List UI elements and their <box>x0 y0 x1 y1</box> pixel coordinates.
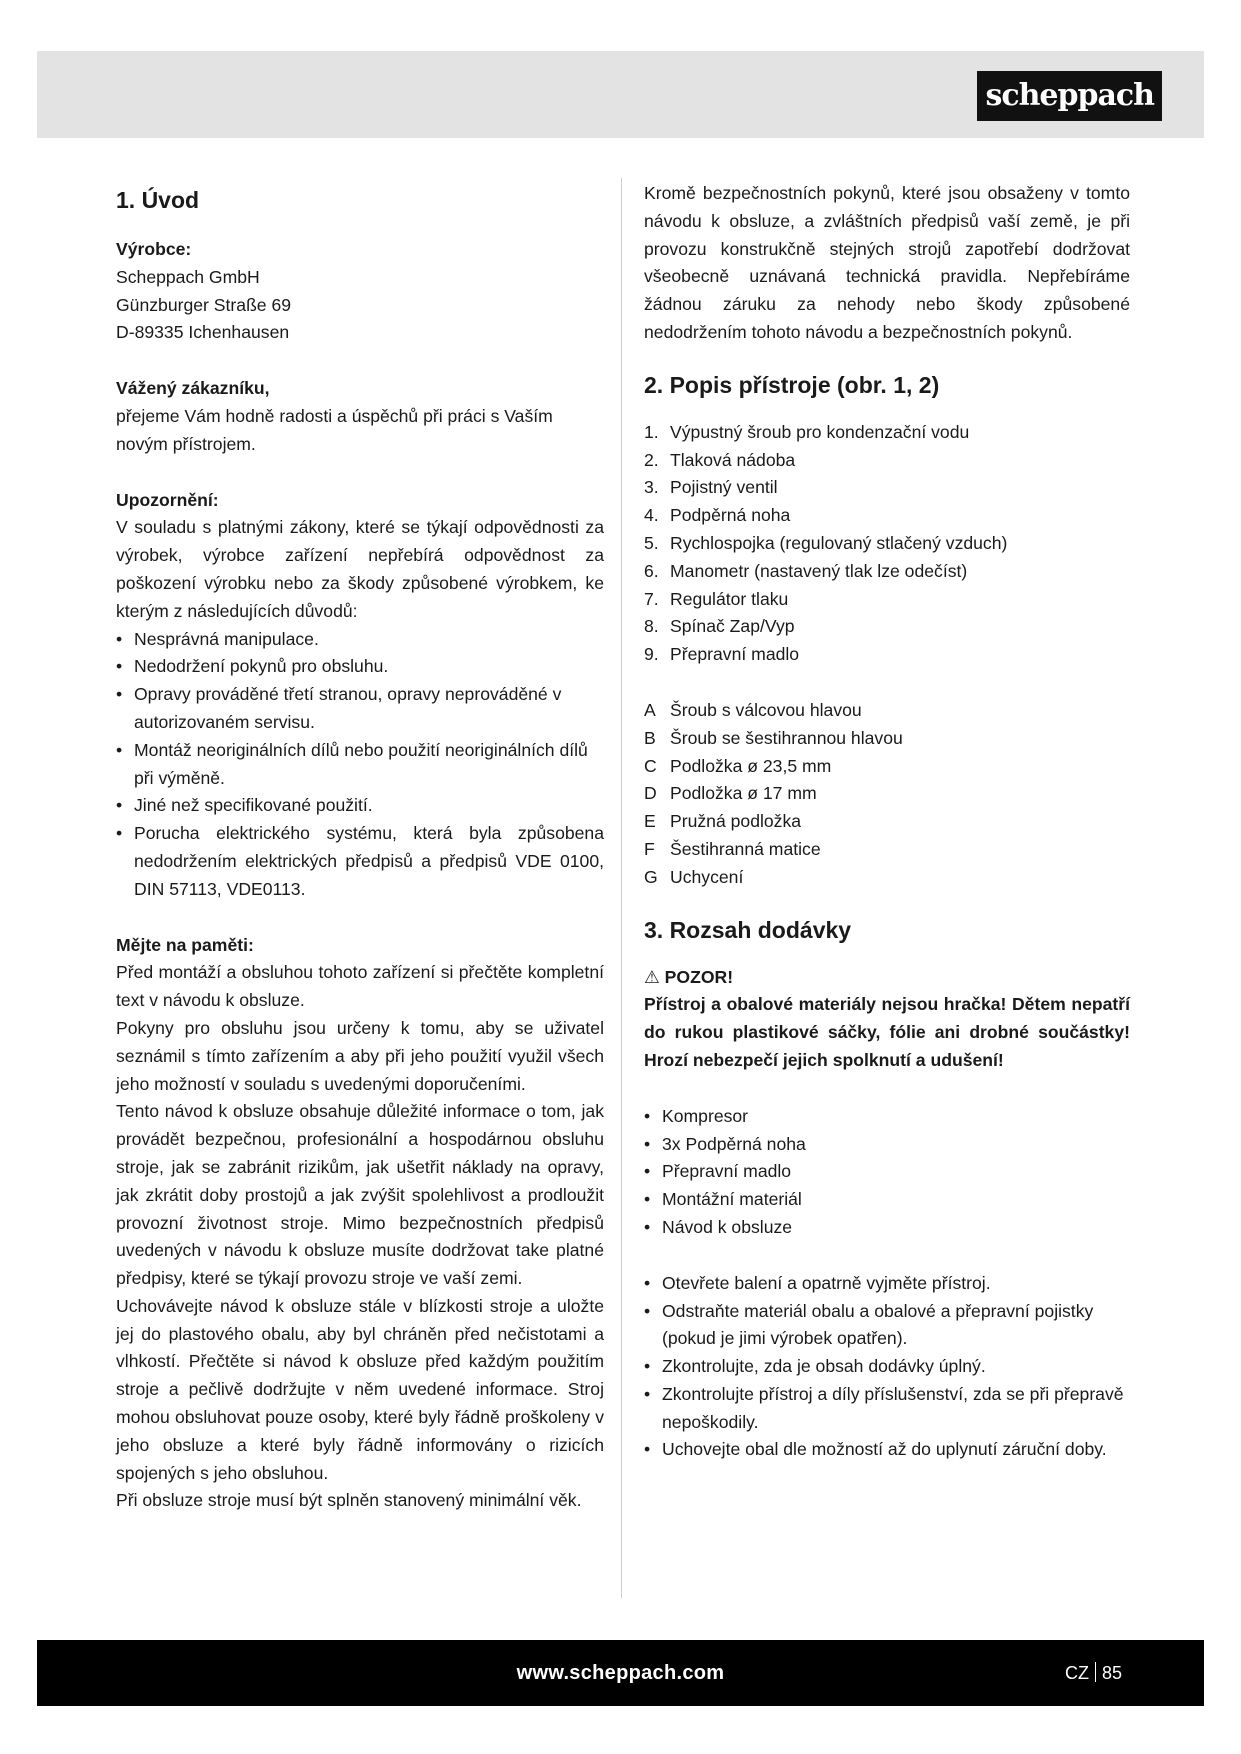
parts-list-numbered <box>644 419 1130 669</box>
item-marker: A <box>644 699 656 720</box>
list-item <box>644 780 1130 808</box>
footer-bar <box>37 1640 1204 1706</box>
list-item: • Uchovejte obal dle možností až do uplynutí záruční doby. <box>644 1436 1130 1464</box>
item-marker: 9. <box>644 644 659 665</box>
item-text: Regulátor tlaku <box>670 588 789 609</box>
list-item <box>644 753 1130 781</box>
brand-logo: scheppach <box>977 71 1162 121</box>
section-heading-description: 2. Popis přístroje (obr. 1, 2) <box>644 371 940 398</box>
item-text: Spínač Zap/Vyp <box>670 616 795 637</box>
notice-text: V souladu s platnými zákony, které se týkají odpovědnosti za výrobek, výrobce zařízení nepřebírá odpovědnost za poškození výrobku nebo za škody způsobené výrobkem, ke kterým z následujících důvodů: <box>116 517 604 621</box>
item-text: Tlaková nádoba <box>670 449 796 470</box>
list-item <box>644 502 1130 530</box>
manufacturer-address <box>116 264 604 347</box>
list-item: • Otevřete balení a opatrně vyjměte přístroj. <box>644 1270 1130 1298</box>
list-item: • Přepravní madlo <box>644 1158 1130 1186</box>
left-column <box>116 180 604 1515</box>
address-line: Günzburger Straße 69 <box>116 294 292 315</box>
list-item <box>644 697 1130 725</box>
item-marker: 5. <box>644 532 659 553</box>
item-marker: 6. <box>644 560 659 581</box>
notice-list <box>116 626 604 904</box>
page-indicator <box>1065 1640 1122 1706</box>
list-item: • Kompresor <box>644 1103 1130 1131</box>
list-item <box>644 836 1130 864</box>
item-marker: 2. <box>644 449 659 470</box>
page-number: 85 <box>1101 1663 1122 1683</box>
remember-paragraph: Pokyny pro obsluhu jsou určeny k tomu, aby se uživatel seznámil s tímto zařízením a aby při jeho použití využil všech jeho možností v souladu s uvedenými doporučeními. <box>116 1017 604 1094</box>
list-item: • Jiné než specifikované použití. <box>116 792 604 820</box>
item-text: Podložka ø 23,5 mm <box>670 755 832 776</box>
item-text: Šroub s válcovou hlavou <box>670 699 862 720</box>
right-column <box>644 180 1130 1464</box>
customer-text: přejeme Vám hodně radosti a úspěchů při práci s Vaším novým přístrojem. <box>116 405 553 454</box>
item-marker: 7. <box>644 588 659 609</box>
customer-label: Vážený zákazníku, <box>116 378 270 399</box>
remember-paragraph: Při obsluze stroje musí být splněn stanovený minimální věk. <box>116 1490 582 1511</box>
safety-intro-text: Kromě bezpečnostních pokynů, které jsou obsaženy v tomto návodu k obsluze, a zvláštních předpisů vaší země, je při provozu konstrukčně stejných strojů zapotřebí dodržovat všeobecně uznávaná technická pravidla. Nepřebíráme žádnou záruku za nehody nebo škody způsobené nedodržením tohoto návodu a bezpečnostních pokynů. <box>644 183 1130 342</box>
item-text: Pojistný ventil <box>670 477 778 498</box>
item-text: Podpěrná noha <box>670 505 791 526</box>
unpacking-list <box>644 1270 1130 1465</box>
list-item: • Odstraňte materiál obalu a obalové a přepravní pojistky (pokud je jimi výrobek opatřen). <box>644 1298 1130 1354</box>
item-text: Uchycení <box>670 866 744 887</box>
warning-title: ⚠ POZOR! <box>644 966 734 987</box>
item-text: Podložka ø 17 mm <box>670 783 817 804</box>
header-band <box>37 51 1204 138</box>
item-text: Šroub se šestihrannou hlavou <box>670 727 903 748</box>
item-marker: 3. <box>644 477 659 498</box>
language-code: CZ <box>1064 1663 1089 1683</box>
list-item: • Zkontrolujte přístroj a díly příslušenství, zda se při přepravě nepoškodily. <box>644 1381 1130 1437</box>
item-text: Přepravní madlo <box>670 644 800 665</box>
item-marker: B <box>644 727 656 748</box>
list-item <box>644 613 1130 641</box>
column-divider <box>621 178 622 1598</box>
list-item: • Nedodržení pokynů pro obsluhu. <box>116 653 604 681</box>
list-item: • Návod k obsluze <box>644 1214 1130 1242</box>
list-item <box>644 864 1130 892</box>
list-item <box>644 808 1130 836</box>
item-text: Pružná podložka <box>670 811 802 832</box>
item-text: Manometr (nastavený tlak lze odečíst) <box>670 560 968 581</box>
item-marker: 8. <box>644 616 659 637</box>
remember-label: Mějte na paměti: <box>116 934 254 955</box>
list-item: • Opravy prováděné třetí stranou, opravy neprováděné v autorizovaném servisu. <box>116 681 604 737</box>
list-item: • Zkontrolujte, zda je obsah dodávky úplný. <box>644 1353 1130 1381</box>
website-link[interactable]: www.scheppach.com <box>516 1662 725 1684</box>
list-item <box>644 530 1130 558</box>
item-marker: G <box>644 866 658 887</box>
item-marker: E <box>644 811 656 832</box>
list-item <box>644 641 1130 669</box>
list-item <box>644 474 1130 502</box>
list-item: • 3x Podpěrná noha <box>644 1131 1130 1159</box>
remember-paragraph: Uchovávejte návod k obsluze stále v blízkosti stroje a uložte jej do plastového obalu, aby byl chráněn před nečistotami a vlhkostí. Přečtěte si návod k obsluze před každým použitím stroje a pečlivě dodržujte v něm uvedené informace. Stroj mohou obsluhovat pouze osoby, které byly řádně proškoleny v jeho obsluze a které byly řádně informovány o rizicích spojených s jeho obsluhou. <box>116 1295 604 1483</box>
notice-label: Upozornění: <box>116 489 219 510</box>
list-item: • Porucha elektrického systému, která byla způsobena nedodržením elektrických předpisů a předpisů VDE 0100, DIN 57113, VDE0113. <box>116 820 604 903</box>
address-line: Scheppach GmbH <box>116 266 260 287</box>
item-marker: C <box>644 755 657 776</box>
item-marker: D <box>644 783 657 804</box>
item-marker: F <box>644 838 655 859</box>
separator <box>1095 1662 1096 1682</box>
item-marker: 1. <box>644 421 659 442</box>
delivery-list <box>644 1103 1130 1242</box>
address-line: D-89335 Ichenhausen <box>116 322 290 343</box>
list-item: • Montáž neoriginálních dílů nebo použití neoriginálních dílů při výměně. <box>116 737 604 793</box>
list-item <box>644 725 1130 753</box>
item-text: Šestihranná matice <box>670 838 821 859</box>
parts-list-lettered <box>644 697 1130 892</box>
section-heading-delivery: 3. Rozsah dodávky <box>644 916 852 943</box>
list-item <box>644 447 1130 475</box>
list-item <box>644 558 1130 586</box>
list-item: • Montážní materiál <box>644 1186 1130 1214</box>
manufacturer-label: Výrobce: <box>116 239 192 259</box>
list-item <box>644 586 1130 614</box>
list-item: • Nesprávná manipulace. <box>116 626 604 654</box>
item-marker: 4. <box>644 505 659 526</box>
list-item <box>644 419 1130 447</box>
remember-paragraph: Tento návod k obsluze obsahuje důležité informace o tom, jak provádět bezpečnou, profesionální a hospodárnou obsluhu stroje, jak se zabránit rizikům, jak ušetřit náklady na opravy, jak zkrátit doby prostojů a jak zvýšit spolehlivost a prodloužit provozní životnost stroje. Mimo bezpečnostních předpisů uvedených v návodu k obsluze musíte dodržovat take platné předpisy, které se týkají provozu stroje ve vaší zemi. <box>116 1101 604 1289</box>
item-text: Výpustný šroub pro kondenzační vodu <box>670 421 970 442</box>
warning-text: Přístroj a obalové materiály nejsou hračka! Dětem nepatří do rukou plastikové sáčky, fólie ani drobné součástky! Hrozí nebezpečí jejich spolknutí a udušení! <box>644 994 1130 1070</box>
item-text: Rychlospojka (regulovaný stlačený vzduch) <box>670 532 1008 553</box>
section-heading-intro: 1. Úvod <box>116 187 200 213</box>
remember-paragraph: Před montáží a obsluhou tohoto zařízení si přečtěte kompletní text v návodu k obsluze. <box>116 962 604 1011</box>
